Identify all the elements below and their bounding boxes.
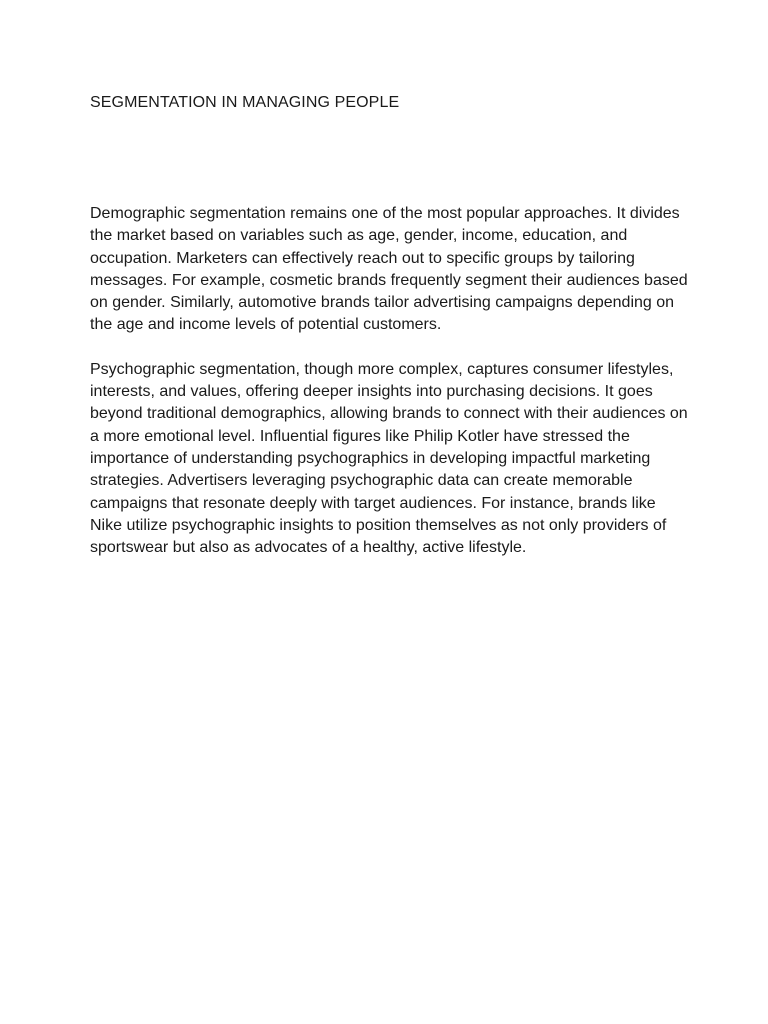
paragraph-psychographic-segmentation: Psychographic segmentation, though more complex, captures consumer lifestyles, interests, and values, offering deeper insights into purchasing decisions. It goes beyond traditional demographics, allowing brands to connect with their audiences on a more emotional level. Influential figures like Philip Kotler have stressed the importance of understanding psychographics in developing impactful marketing strategies. Advertisers leveraging psychographic data can create memorable campaigns that resonate deeply with target audiences. For instance, brands like Nike utilize psychographic insights to position themselves as not only providers of sportswear but also as advocates of a healthy, active lifestyle. [90,360,688,557]
document-title: SEGMENTATION IN MANAGING PEOPLE [90,94,400,111]
document-body [90,203,690,559]
paragraph-demographic-segmentation: Demographic segmentation remains one of the most popular approaches. It divides the market based on variables such as age, gender, income, education, and occupation. Marketers can effectively reach out to specific groups by tailoring messages. For example, cosmetic brands frequently segment their audiences based on gender. Similarly, automotive brands tailor advertising campaigns depending on the age and income levels of potential customers. [90,205,688,334]
